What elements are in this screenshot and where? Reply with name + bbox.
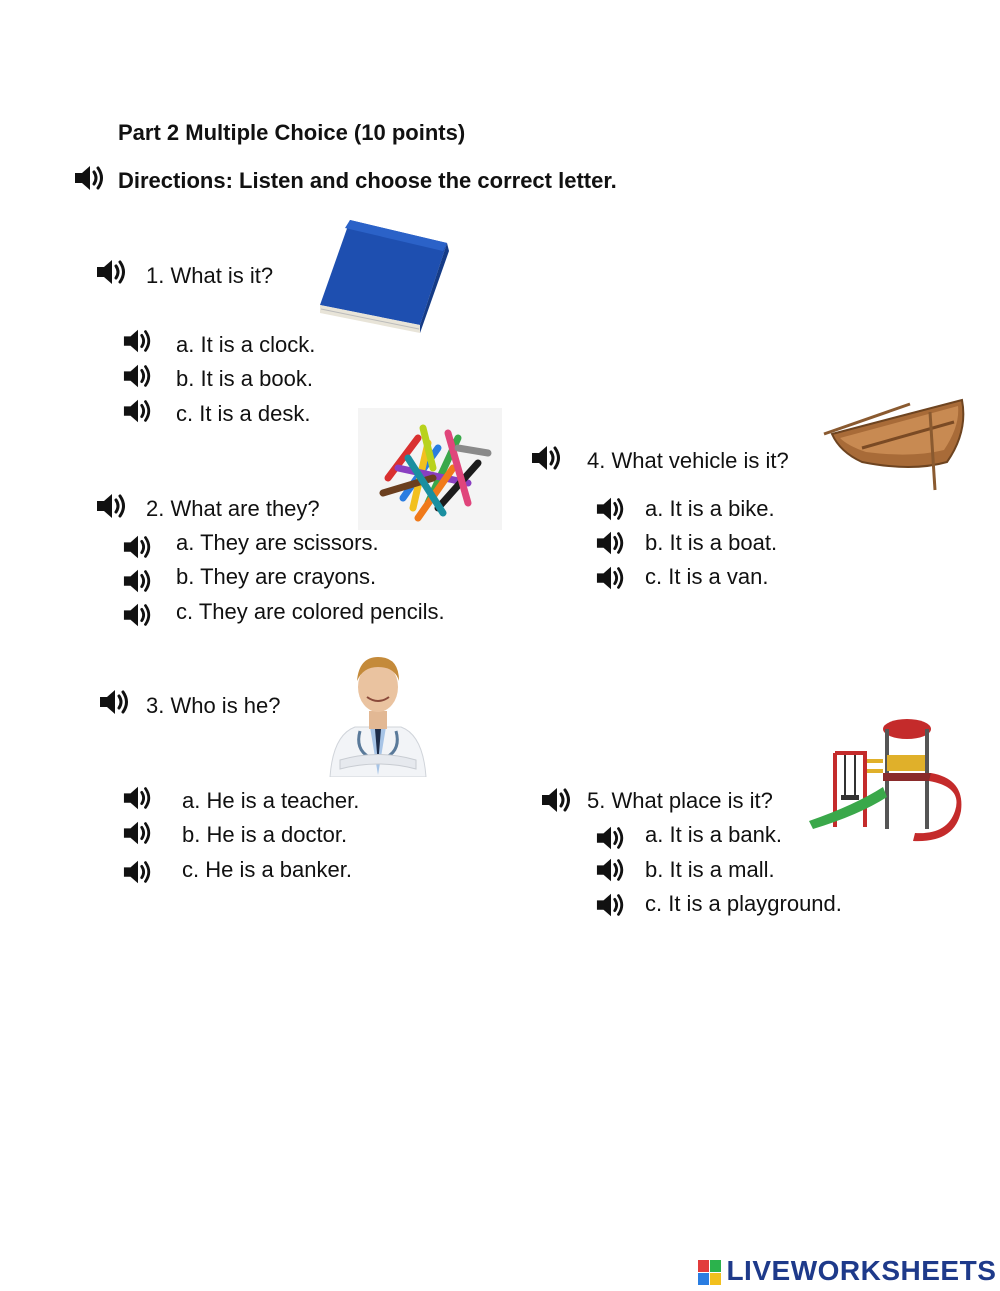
liveworksheets-logo — [698, 1255, 996, 1291]
q4-option-c[interactable]: c. It is a van. — [645, 564, 769, 589]
doctor-image — [325, 645, 431, 782]
q4-speaker-icon[interactable] — [527, 442, 567, 474]
q2-option-b[interactable]: b. They are crayons. — [176, 564, 377, 589]
q4-option-b[interactable]: b. It is a boat. — [645, 530, 778, 555]
q4a-speaker-icon[interactable] — [593, 494, 629, 524]
q1b-speaker-icon[interactable] — [120, 361, 156, 391]
q1a-speaker-icon[interactable] — [120, 326, 156, 356]
q2-label: 2. What are they? — [146, 496, 320, 521]
q1c-speaker-icon[interactable] — [120, 396, 156, 426]
q3-option-a[interactable]: a. He is a teacher. — [182, 788, 360, 813]
q1-label: 1. What is it? — [146, 263, 274, 288]
q2-speaker-icon[interactable] — [92, 490, 132, 522]
q2-option-c[interactable]: c. They are colored pencils. — [176, 599, 445, 624]
q5a-speaker-icon[interactable] — [593, 823, 629, 853]
directions-speaker-icon[interactable] — [70, 162, 110, 194]
q2b-speaker-icon[interactable] — [120, 566, 156, 596]
q3-speaker-icon[interactable] — [95, 686, 135, 718]
part-title: Part 2 Multiple Choice (10 points) — [118, 120, 466, 145]
q3b-speaker-icon[interactable] — [120, 818, 156, 848]
rowboat-image — [822, 392, 967, 497]
q3c-speaker-icon[interactable] — [120, 857, 156, 887]
q2-option-a[interactable]: a. They are scissors. — [176, 530, 379, 555]
crayons-image — [358, 408, 502, 530]
q1-option-b[interactable]: b. It is a book. — [176, 366, 313, 391]
q1-option-a[interactable]: a. It is a clock. — [176, 332, 316, 357]
q5-option-a[interactable]: a. It is a bank. — [645, 822, 782, 847]
q4b-speaker-icon[interactable] — [593, 528, 629, 558]
q5-label: 5. What place is it? — [587, 788, 773, 813]
q3-option-b[interactable]: b. He is a doctor. — [182, 822, 348, 847]
q5c-speaker-icon[interactable] — [593, 890, 629, 920]
directions: Directions: Listen and choose the correct letter. — [118, 168, 617, 193]
q3a-speaker-icon[interactable] — [120, 783, 156, 813]
q1-speaker-icon[interactable] — [92, 256, 132, 288]
q5-option-b[interactable]: b. It is a mall. — [645, 857, 775, 882]
q4-option-a[interactable]: a. It is a bike. — [645, 496, 775, 521]
logo-text: LIVEWORKSHEETS — [726, 1255, 997, 1286]
q2a-speaker-icon[interactable] — [120, 532, 156, 562]
logo-mark-icon — [698, 1260, 722, 1291]
q4-label: 4. What vehicle is it? — [587, 448, 789, 473]
playground-image — [805, 715, 963, 848]
q5-speaker-icon[interactable] — [537, 784, 577, 816]
q5b-speaker-icon[interactable] — [593, 855, 629, 885]
blue-book-image — [315, 215, 455, 340]
q4c-speaker-icon[interactable] — [593, 563, 629, 593]
q3-option-c[interactable]: c. He is a banker. — [182, 857, 352, 882]
q1-option-c[interactable]: c. It is a desk. — [176, 401, 311, 426]
q5-option-c[interactable]: c. It is a playground. — [645, 891, 842, 916]
q3-label: 3. Who is he? — [146, 693, 281, 718]
q2c-speaker-icon[interactable] — [120, 600, 156, 630]
